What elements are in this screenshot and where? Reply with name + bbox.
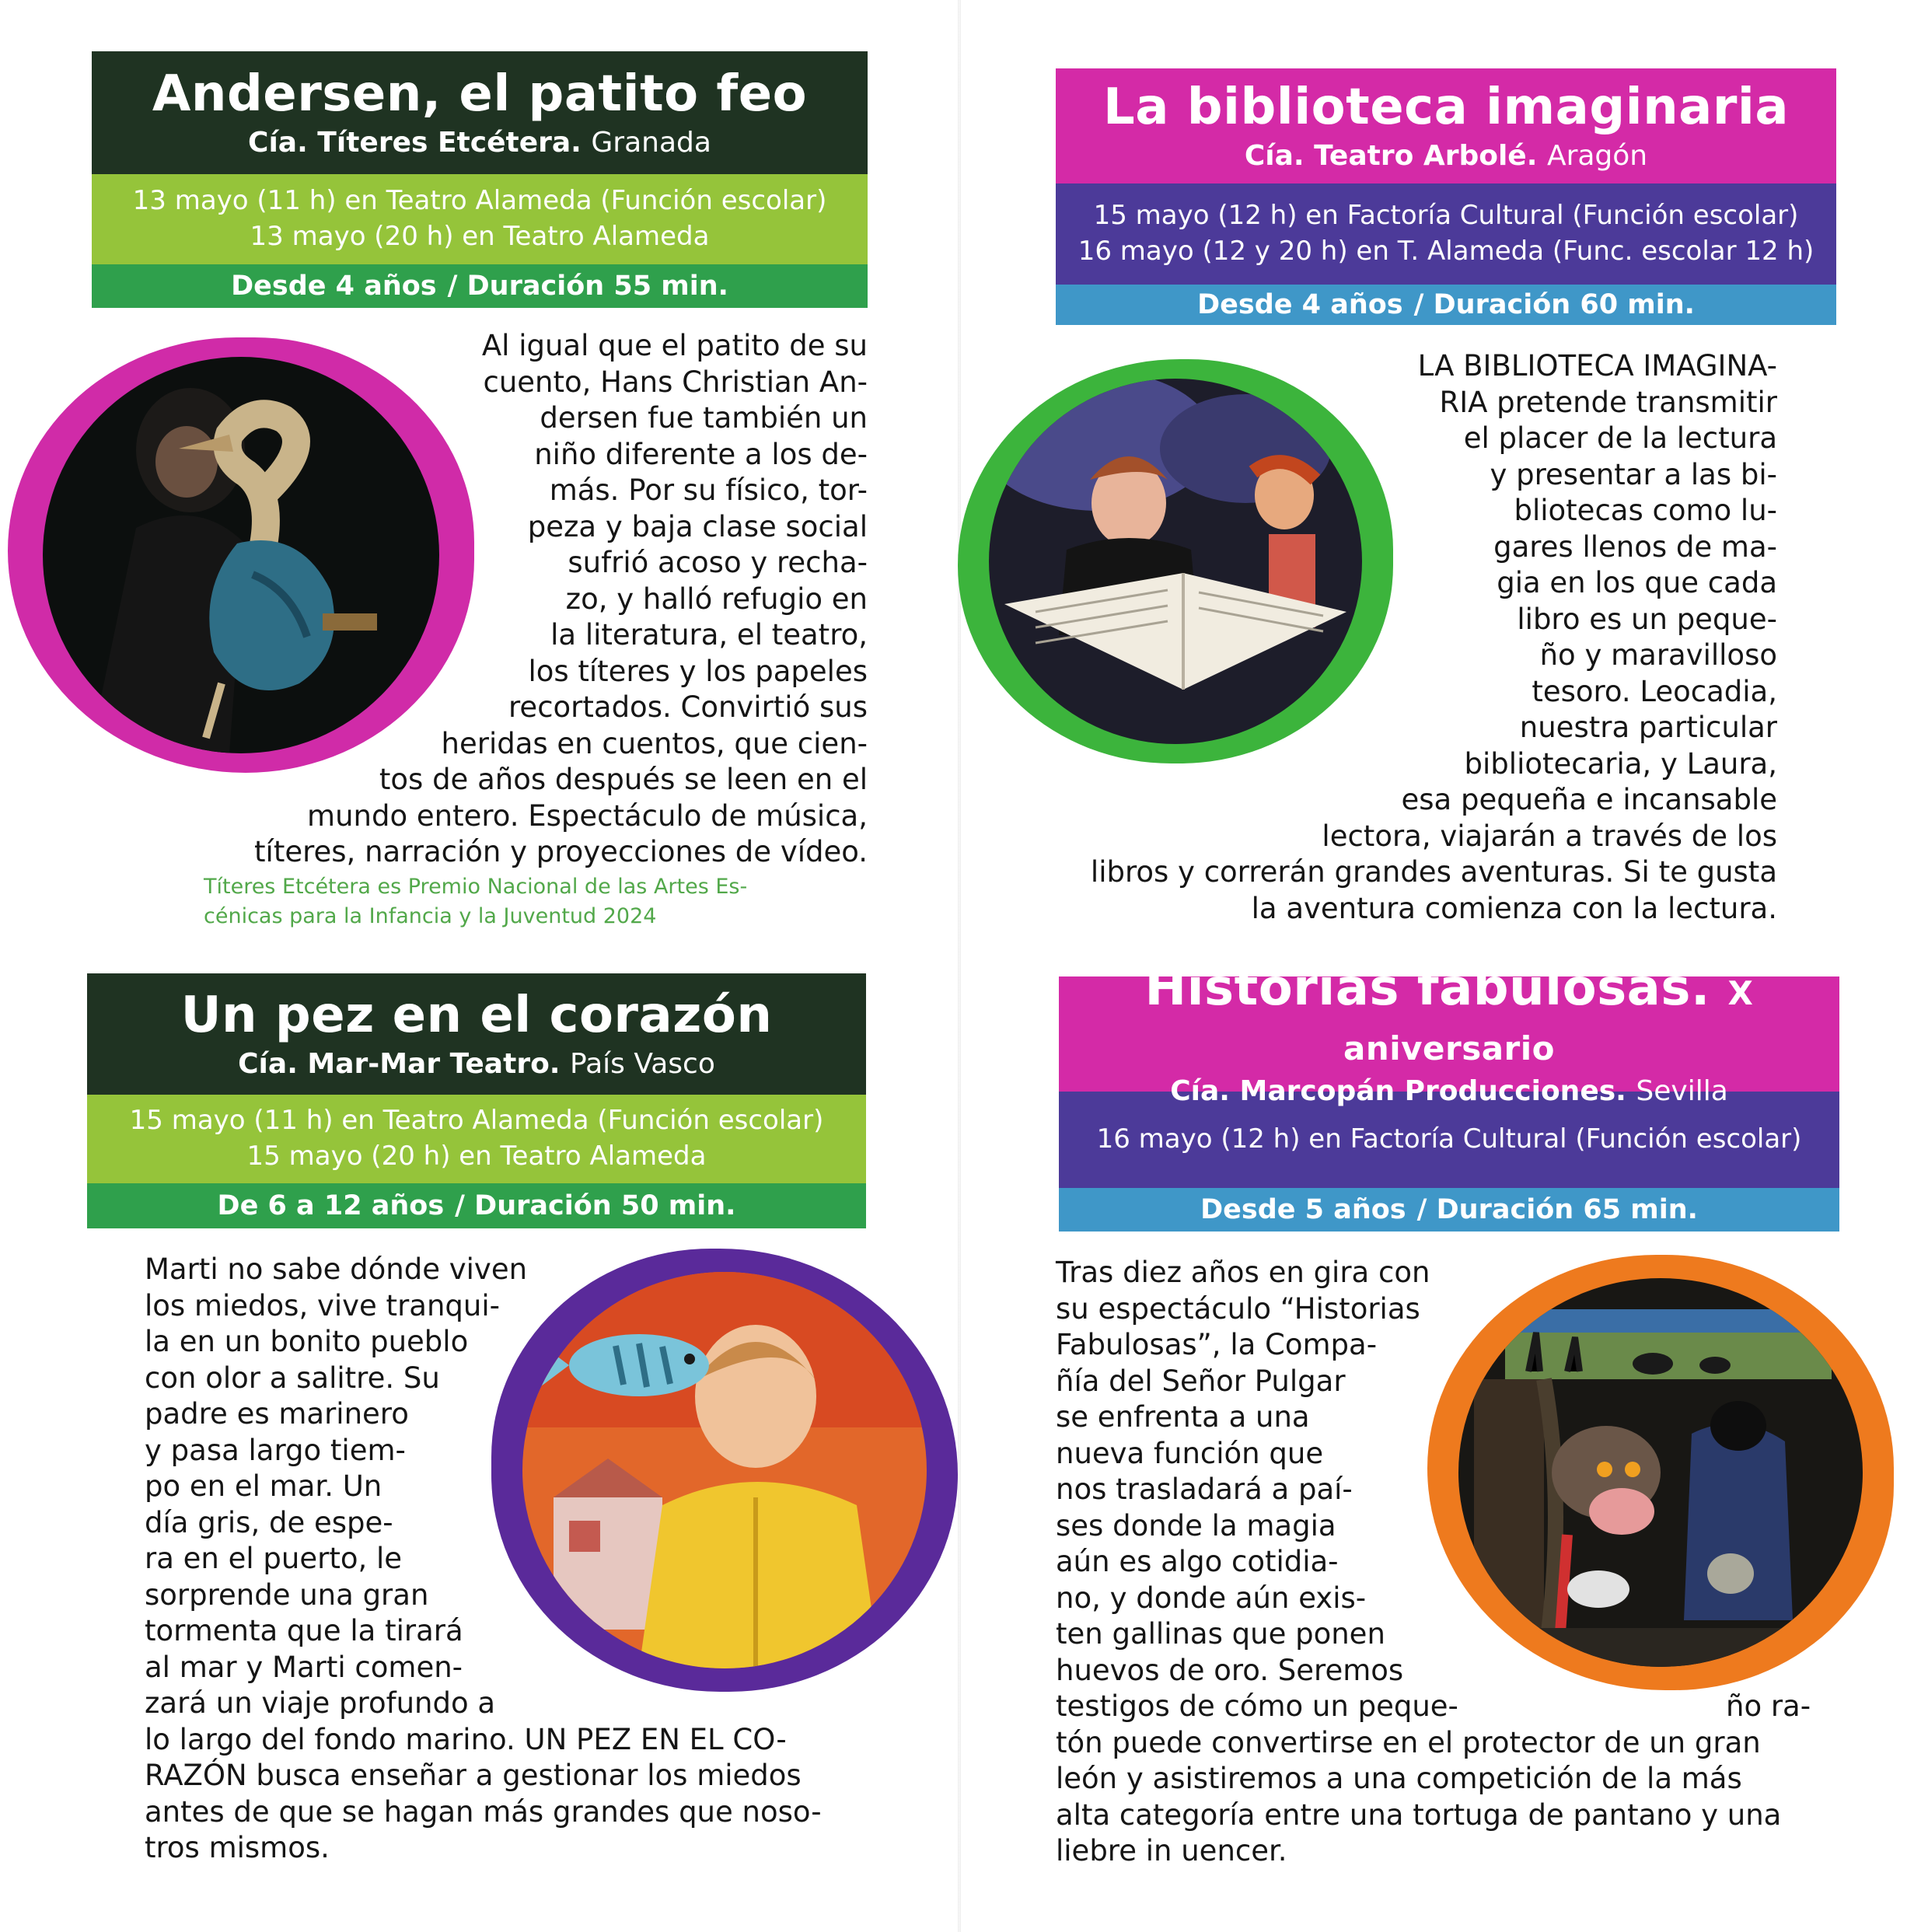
description-line: LA BIBLIOTECA IMAGINA-: [1417, 349, 1777, 383]
dates-band: [92, 174, 868, 264]
description-line: el placer de la lectura: [1463, 421, 1777, 455]
description-line: con olor a salitre. Su: [145, 1361, 440, 1395]
description-line: tesoro. Leocadia,: [1532, 674, 1777, 708]
description-line: más. Por su físico, tor-: [549, 473, 868, 507]
description-line: [1056, 1689, 1833, 1725]
description-line: la en un bonito pueblo: [145, 1325, 469, 1358]
description-line: niño diferente a los de-: [534, 437, 868, 471]
title-band: [1056, 68, 1836, 183]
description-line: lo largo del fondo marino. UN PEZ EN EL CO-: [145, 1722, 787, 1756]
age-band: [1056, 285, 1836, 325]
date-line: 16 mayo (12 y 20 h) en T. Alameda (Func. escolar 12 h): [1078, 236, 1814, 267]
age-band: [92, 264, 868, 308]
description-line: Al igual que el patito de su: [481, 329, 868, 362]
description-line: la aventura comienza con la lectura.: [1251, 891, 1777, 925]
show-title-line: [1059, 961, 1839, 1071]
date-line: 15 mayo (11 h) en Teatro Alameda (Función escolar): [129, 1105, 824, 1137]
description-line: tros mismos.: [145, 1831, 330, 1864]
show-card-andersen: [92, 51, 868, 308]
show-card-biblioteca: [1056, 68, 1836, 325]
description-line: la literatura, el teatro,: [550, 618, 868, 652]
show-card-pez: [87, 973, 866, 1228]
description-line: ño y maravilloso: [1539, 638, 1777, 672]
description-line: ra en el puerto, le: [145, 1542, 403, 1575]
description-line: liebre in uencer.: [1056, 1834, 1287, 1867]
date-line: 13 mayo (11 h) en Teatro Alameda (Función escolar): [132, 185, 827, 217]
description-line: mundo entero. Espectáculo de música,: [307, 798, 868, 833]
description-line: gares llenos de ma-: [1493, 529, 1777, 564]
description-andersen: [140, 328, 868, 871]
description-line: po en el mar. Un: [145, 1469, 382, 1503]
description-line: bliotecas como lu-: [1514, 494, 1777, 527]
description-line: libros y correrán grandes aventuras. Si te gusta: [1090, 855, 1777, 889]
company-region: Aragón: [1546, 139, 1648, 172]
description-line: zará un viaje profundo a: [145, 1686, 496, 1720]
title-band: [92, 51, 868, 174]
description-line: huevos de oro. Seremos: [1056, 1653, 1404, 1687]
description-line: no, y donde aún exis-: [1056, 1581, 1367, 1615]
show-title-suffix: X aniversario: [1343, 974, 1754, 1067]
description-line: nos trasladará a paí-: [1056, 1473, 1353, 1506]
company-region: País Vasco: [570, 1047, 715, 1080]
company-line: [1245, 140, 1647, 172]
description-line: títeres, narración y proyecciones de vídeo.: [254, 835, 868, 868]
award-note: [204, 872, 872, 931]
description-line: RIA pretende transmitir: [1439, 385, 1777, 419]
description-line: ñía del Señor Pulgar: [1056, 1364, 1346, 1398]
description-line: sufrió acoso y recha-: [568, 546, 868, 579]
duration: / Duración 65 min.: [1416, 1194, 1698, 1225]
show-title: La biblioteca imaginaria: [1102, 79, 1790, 137]
description-line: tos de años después se leen en el: [379, 763, 868, 796]
company-name: Cía. Marcopán Producciones.: [1170, 1074, 1626, 1107]
show-card-historias: [1059, 959, 1839, 1232]
description-line: Marti no sabe dónde viven: [145, 1252, 528, 1286]
description-line: ten gallinas que ponen: [1056, 1617, 1385, 1651]
page-fold: [958, 0, 961, 1932]
description-line: bibliotecaria, y Laura,: [1464, 746, 1777, 781]
description-line: león y asistiremos a una competición de la más: [1056, 1762, 1742, 1795]
description-line: cuento, Hans Christian An-: [483, 365, 868, 399]
description-historias: [1056, 1255, 1833, 1870]
note-line: cénicas para la Infancia y la Juventud 2024: [204, 904, 657, 928]
description-line: libro es un peque-: [1517, 602, 1777, 636]
description-biblioteca: [1054, 348, 1777, 927]
age-band: [87, 1183, 866, 1228]
company-name: Cía. Mar-Mar Teatro.: [238, 1047, 561, 1080]
description-line: padre es marinero: [145, 1397, 409, 1431]
date-line: 13 mayo (20 h) en Teatro Alameda: [250, 221, 710, 252]
age-range: Desde 5 años: [1200, 1194, 1406, 1225]
description-line: su espectáculo “Historias: [1056, 1291, 1420, 1326]
description-line: lectora, viajarán a través de los: [1322, 819, 1777, 853]
description-line: ses donde la magia: [1056, 1508, 1336, 1542]
description-pez: [145, 1252, 891, 1867]
note-line: Títeres Etcétera es Premio Nacional de las Artes Es-: [204, 875, 748, 899]
description-line: y pasa largo tiem-: [145, 1433, 406, 1467]
description-line: tón puede convertirse en el protector de un gran: [1056, 1725, 1761, 1759]
description-line: dersen fue también un: [540, 401, 868, 435]
description-line: recortados. Convirtió sus: [508, 690, 868, 724]
description-line: tormenta que la tirará: [145, 1614, 463, 1647]
title-band: [1059, 959, 1839, 1107]
dates-band: [1056, 183, 1836, 285]
date-line: 16 mayo (12 h) en Factoría Cultural (Función escolar): [1096, 1123, 1802, 1155]
description-line: nuestra particular: [1519, 711, 1777, 744]
description-line: alta categoría entre una tortuga de pantano y una: [1056, 1797, 1782, 1832]
company-region: Sevilla: [1636, 1074, 1728, 1107]
description-line: los miedos, vive tranqui-: [145, 1288, 500, 1322]
description-line-part: testigos de cómo un peque-: [1056, 1689, 1458, 1723]
description-line: zo, y halló refugio en: [565, 582, 868, 616]
show-title: Un pez en el corazón: [180, 987, 773, 1045]
description-line: RAZÓN busca enseñar a gestionar los miedos: [145, 1759, 802, 1792]
description-line: los títeres y los papeles: [528, 654, 868, 688]
description-line: Tras diez años en gira con: [1056, 1256, 1430, 1289]
show-title: Andersen, el patito feo: [152, 65, 808, 124]
description-line: y presentar a las bi-: [1490, 457, 1777, 491]
age-range: Desde 4 años: [231, 271, 437, 302]
description-line: al mar y Marti comen-: [145, 1650, 463, 1684]
description-line: día gris, de espe-: [145, 1505, 393, 1539]
date-line: 15 mayo (20 h) en Teatro Alameda: [246, 1141, 707, 1172]
title-band: [87, 973, 866, 1095]
description-line: se enfrenta a una: [1056, 1400, 1310, 1434]
duration: / Duración 60 min.: [1413, 289, 1695, 320]
date-line: 15 mayo (12 h) en Factoría Cultural (Función escolar): [1093, 200, 1799, 232]
company-name: Cía. Títeres Etcétera.: [248, 126, 582, 159]
duration: / Duración 55 min.: [447, 271, 728, 302]
description-line: peza y baja clase social: [527, 509, 868, 543]
description-line: esa pequeña e incansable: [1401, 783, 1777, 816]
company-line: [1170, 1075, 1728, 1107]
show-title: Historias fabulosas.: [1144, 959, 1710, 1018]
age-range: De 6 a 12 años: [217, 1190, 445, 1221]
description-line: nueva función que: [1056, 1436, 1324, 1470]
description-line: aún es algo cotidia-: [1056, 1545, 1339, 1578]
description-line: antes de que se hagan más grandes que noso-: [145, 1794, 822, 1829]
duration: / Duración 50 min.: [455, 1190, 736, 1221]
description-line: Fabulosas”, la Compa-: [1056, 1328, 1378, 1361]
description-line: sorprende una gran: [145, 1577, 429, 1612]
dates-band: [87, 1095, 866, 1183]
company-region: Granada: [591, 126, 711, 159]
description-line: heridas en cuentos, que cien-: [441, 726, 868, 760]
description-line-part: ño ra-: [1726, 1689, 1811, 1723]
age-range: Desde 4 años: [1197, 289, 1403, 320]
description-line: gia en los que cada: [1497, 566, 1777, 599]
company-name: Cía. Teatro Arbolé.: [1244, 139, 1538, 172]
age-band: [1059, 1188, 1839, 1232]
company-line: [238, 1048, 715, 1080]
company-line: [248, 127, 711, 159]
